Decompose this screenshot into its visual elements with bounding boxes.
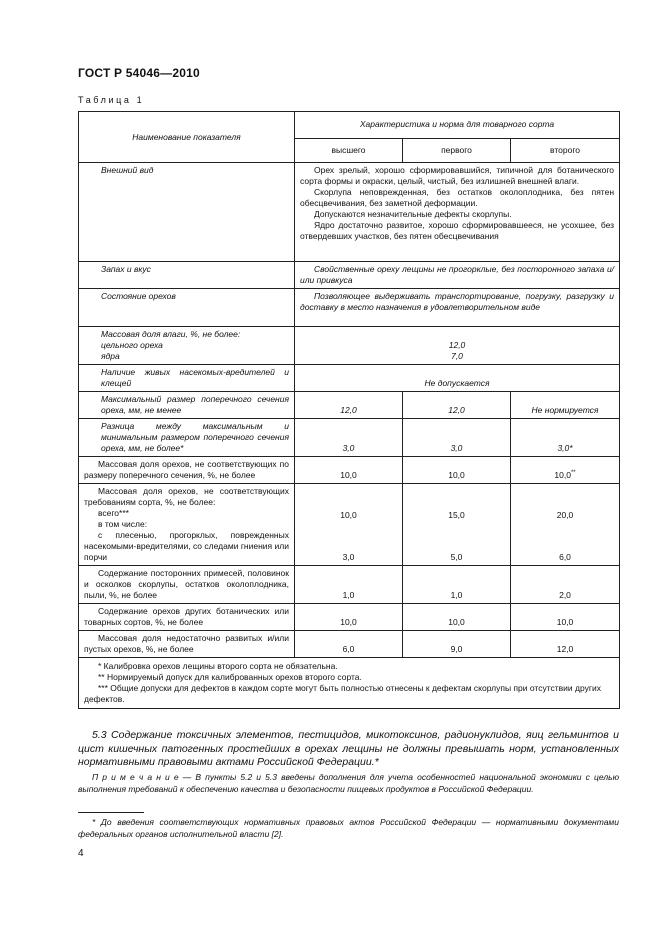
row-name: Запах и вкус	[79, 262, 295, 289]
cell: 10,0	[295, 457, 403, 484]
cell: 10,0	[511, 604, 620, 631]
cell: 12,0	[403, 392, 511, 419]
table-caption: Таблица 1	[78, 95, 145, 105]
cell: 2,0	[511, 566, 620, 604]
section-5-3: 5.3 Содержание токсичных элементов, пестицидов, микотоксинов, радионуклидов, яиц гельминтов и цист кишечных патогенных простейших в орехах лещины не должны превышать норм, установленных нормативными правовыми актами Российской Федерации.*	[78, 729, 619, 768]
table-row	[79, 604, 620, 631]
appearance-p4: Ядро достаточно развитое, хорошо сформировавшееся, не усохшее, без отвердевших участков, без пятен обесцвечивания	[300, 220, 615, 241]
cell-value: 10,0	[554, 470, 571, 480]
mold-value: 6,0	[559, 552, 571, 562]
row-value	[295, 289, 620, 327]
row-name: Состояние орехов	[79, 289, 295, 327]
total-value: 15,0	[448, 510, 465, 520]
table-note: *** Общие допуски для дефектов в каждом сорте могут быть полностью отнесены к дефектам скорлупы при отсутствии других дефектов.	[84, 683, 601, 704]
cell: Не нормируется	[511, 392, 620, 419]
table-header-row	[79, 112, 620, 139]
row-name: Наличие живых насекомых-вредителей и клещей	[79, 365, 295, 392]
nonconf-grade-label: Массовая доля орехов, не соответствующих требованиям сорта, %, не более:	[84, 486, 289, 507]
table-row	[79, 566, 620, 604]
cell: 10,0	[295, 604, 403, 631]
header-group: Характеристика и норма для товарного сорта	[295, 112, 620, 139]
table-row	[79, 419, 620, 457]
row-name: Содержание посторонних примесей, половинок и осколков скорлупы, остатков околоплодника, пыли, %, не более	[79, 566, 295, 604]
cell: 10,0	[403, 604, 511, 631]
footnote: * До введения соответствующих нормативных правовых актов Российской Федерации — нормативными документами федеральных органов исполнительной власти [2].	[78, 817, 619, 839]
appearance-p3: Допускаются незначительные дефекты скорлупы.	[314, 209, 512, 219]
cell: 10,0	[403, 457, 511, 484]
row-name	[79, 484, 295, 566]
header-name-col: Наименование показателя	[79, 112, 295, 163]
requirements-table	[78, 111, 620, 709]
table-row	[79, 262, 620, 289]
cell	[403, 484, 511, 566]
row-value	[295, 163, 620, 262]
table-row	[79, 392, 620, 419]
row-value: Не допускается	[295, 365, 620, 392]
mold-value: 3,0	[342, 552, 355, 562]
moisture-sub-1: цельного ореха	[101, 340, 163, 350]
cell: 1,0	[403, 566, 511, 604]
nonconf-grade-incl-label: в том числе:	[98, 519, 148, 529]
header-grade-2: первого	[403, 138, 511, 162]
table-row	[79, 457, 620, 484]
row-name: Внешний вид	[79, 163, 295, 262]
mold-value: 5,0	[450, 552, 463, 562]
nonconf-grade-total-label: всего***	[98, 508, 129, 518]
table-notes-row	[79, 658, 620, 709]
header-grade-3: второго	[511, 138, 620, 162]
note-paragraph: П р и м е ч а н и е — В пункты 5.2 и 5.3 введены дополнения для учета особенностей национальной экономики с целью выполнения требований к обеспечению качества и безопасности пищевых продуктов в Российской Федерации.	[78, 772, 619, 794]
row-name: Массовая доля недостаточно развитых и/или пустых орехов, %, не более	[79, 631, 295, 658]
table-note: * Калибровка орехов лещины второго сорта не обязательна.	[98, 661, 338, 671]
moisture-v1: 12,0	[448, 340, 466, 350]
cell: 1,0	[295, 566, 403, 604]
total-value: 10,0	[340, 510, 357, 520]
row-name: Массовая доля орехов, не соответствующих по размеру поперечного сечения, %, не более	[79, 457, 295, 484]
total-value: 20,0	[556, 510, 574, 520]
row-name: Содержание орехов других ботанических или товарных сортов, %, не более	[79, 604, 295, 631]
nonconf-grade-mold-label: с плесенью, прогорклых, поврежденных насекомыми-вредителями, со следами гниения или порчи	[84, 530, 289, 562]
table-row	[79, 631, 620, 658]
table-notes	[79, 658, 620, 709]
row-name	[79, 327, 295, 365]
table-row	[79, 163, 620, 262]
table-row	[79, 327, 620, 365]
page-number: 4	[78, 848, 84, 859]
row-name: Максимальный размер поперечного сечения ореха, мм, не менее	[79, 392, 295, 419]
moisture-v2: 7,0	[451, 351, 463, 361]
header-grade-1: высшего	[295, 138, 403, 162]
table-row	[79, 484, 620, 566]
state-value: Позволяющее выдерживать транспортирование, погрузку, разгрузку и доставку в место назначения в удовлетворительном виде	[300, 291, 615, 312]
table-row	[79, 289, 620, 327]
cell: 9,0	[403, 631, 511, 658]
table-row	[79, 365, 620, 392]
cell: 6,0	[295, 631, 403, 658]
cell	[511, 457, 620, 484]
appearance-p2: Скорлупа неповрежденная, без остатков околоплодника, без пятен обесцвечивания, без заметной деформации.	[300, 187, 615, 208]
row-name: Разница между максимальным и минимальным размером поперечного сечения ореха, мм, не более*	[79, 419, 295, 457]
cell: 12,0	[295, 392, 403, 419]
appearance-p1: Орех зрелый, хорошо сформировавшийся, типичной для ботанического сорта формы и окраски, целый, чистый, без излишней внешней влаги.	[300, 165, 615, 186]
cell: 3,0	[295, 419, 403, 457]
cell: 3,0*	[511, 419, 620, 457]
cell: 3,0	[403, 419, 511, 457]
cell	[511, 484, 620, 566]
row-value	[295, 262, 620, 289]
document-title: ГОСТ Р 54046—2010	[78, 66, 200, 80]
cell: 12,0	[511, 631, 620, 658]
table-note: ** Нормируемый допуск для калиброванных орехов второго сорта.	[98, 672, 362, 682]
smell-value: Свойственные ореху лещины не прогорклые, без посторонного запаха и/или привкуса	[300, 264, 615, 285]
moisture-label: Массовая доля влаги, %, не более:	[101, 329, 241, 339]
moisture-sub-2: ядра	[101, 351, 120, 361]
footnote-mark: **	[570, 470, 576, 477]
cell	[295, 484, 403, 566]
footnote-divider	[78, 812, 144, 813]
row-value	[295, 327, 620, 365]
